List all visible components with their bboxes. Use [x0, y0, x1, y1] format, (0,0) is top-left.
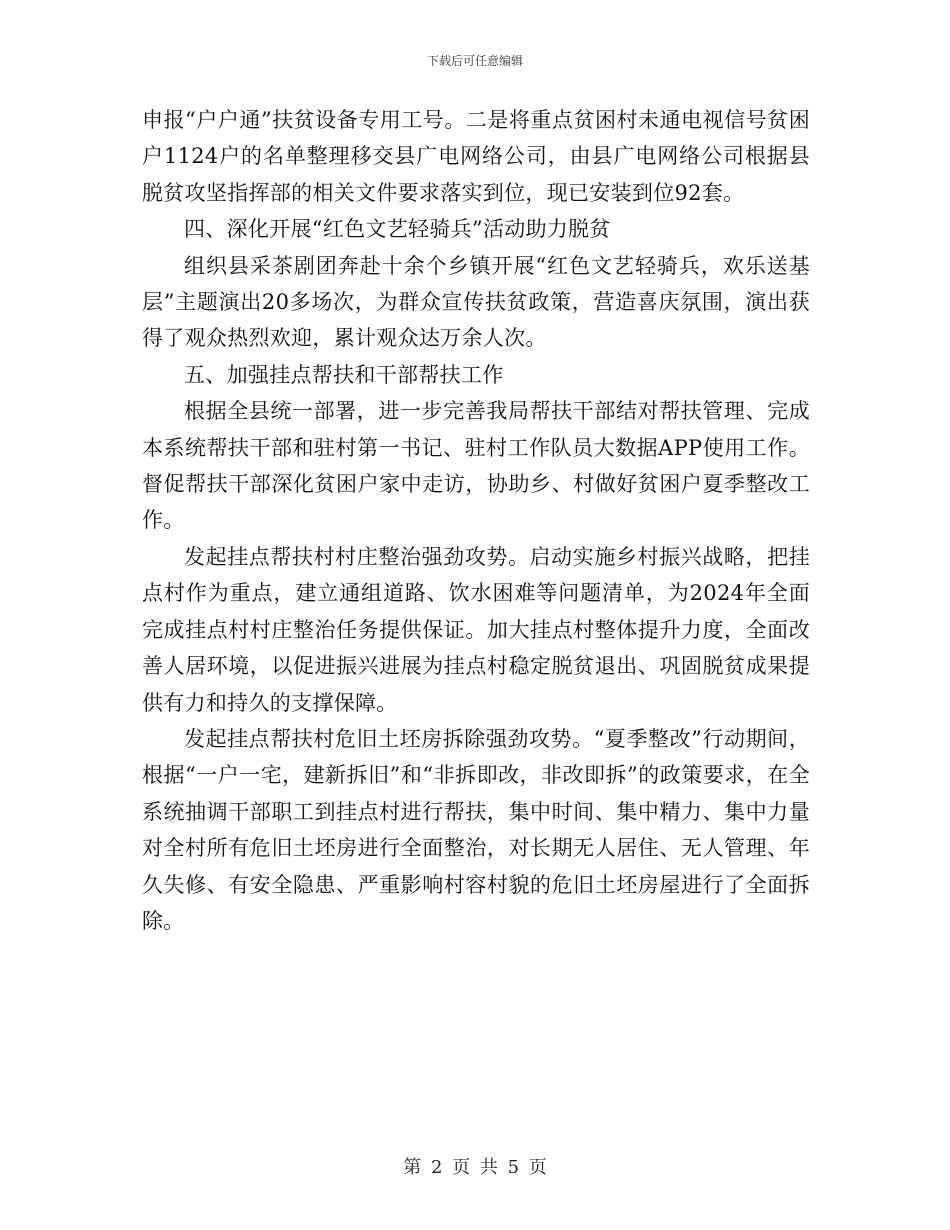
paragraph-village-renovation: 发起挂点帮扶村村庄整治强劲攻势。启动实施乡村振兴战略，把挂点村作为重点，建立通组道路、饮水困难等问题清单，为2024年全面完成挂点村村庄整治任务提供保证。加大挂点村整体提升力度，全面改善人居环境，以促进振兴进展为挂点村稳定脱贫退出、巩固脱贫成果提供有力和持久的支撑保障。 — [142, 544, 810, 715]
section-heading-4: 四、深化开展“红色文艺轻骑兵”活动助力脱贫 — [184, 217, 611, 242]
section-heading-5: 五、加强挂点帮扶和干部帮扶工作 — [184, 362, 504, 387]
page-number: 第 2 页 共 5 页 — [403, 1157, 547, 1178]
page-header-note: 下载后可任意编辑 — [426, 54, 523, 68]
paragraph-continuation: 申报“户户通”扶贫设备专用工号。二是将重点贫困村未通电视信号贫困户1124户的名单整理移交县广电网络公司，由县广电网络公司根据县脱贫攻坚指挥部的相关文件要求落实到位，现已安装到位92套。 — [142, 108, 810, 205]
paragraph-house-demolition: 发起挂点帮扶村危旧土坯房拆除强劲攻势。“夏季整改”行动期间，根据“一户一宅，建新拆旧”和“非拆即改，非改即拆”的政策要求，在全系统抽调干部职工到挂点村进行帮扶，集中时间、集中精力、集中力量对全村所有危旧土坯房进行全面整治，对长期无人居住、无人管理、年久失修、有安全隐患、严重影响村容村貌的危旧土坯房屋进行了全面拆除。 — [142, 726, 810, 933]
document-body — [142, 102, 810, 939]
paragraph-deployment: 根据全县统一部署，进一步完善我局帮扶干部结对帮扶管理、完成本系统帮扶干部和驻村第一书记、驻村工作队员大数据APP使用工作。督促帮扶干部深化贫困户家中走访，协助乡、村做好贫困户夏季整改工作。 — [142, 399, 810, 533]
paragraph-performances: 组织县采茶剧团奔赴十余个乡镇开展“红色文艺轻骑兵，欢乐送基层”主题演出20多场次，为群众宣传扶贫政策，营造喜庆氛围，演出获得了观众热烈欢迎，累计观众达万余人次。 — [142, 253, 810, 351]
